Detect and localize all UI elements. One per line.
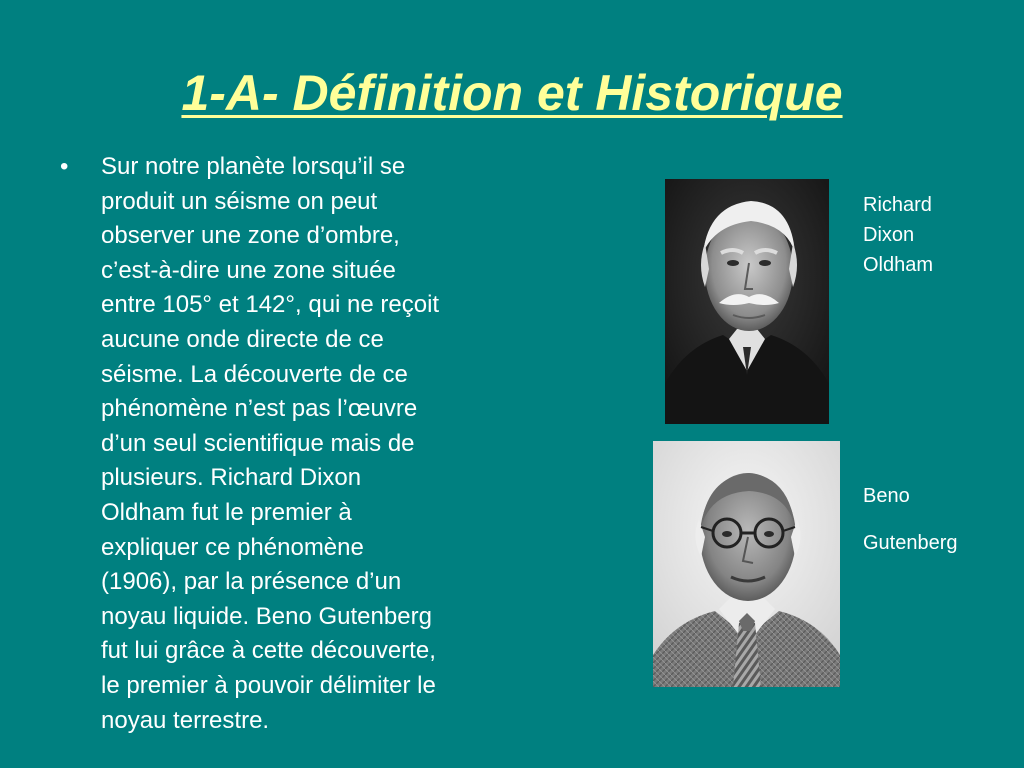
- caption-oldham: Richard Dixon Oldham: [863, 194, 934, 276]
- caption-gutenberg-last: Gutenberg: [863, 532, 958, 554]
- bullet-marker: •: [60, 153, 69, 180]
- slide-title: 1-A- Définition et Historique: [181, 65, 843, 121]
- portrait-gutenberg-photo: [653, 441, 840, 687]
- portrait-oldham-photo: [665, 179, 829, 424]
- caption-gutenberg-first: Beno: [863, 485, 910, 507]
- portrait-oldham: [665, 179, 829, 424]
- portrait-gutenberg: [653, 441, 840, 687]
- bullet-text: Sur notre planète lorsqu’il se produit un séisme on peut observer une zone d’ombre, c’est-à-dire une zone située entre 105° et 142°, qui ne reçoit aucune onde directe de ce séisme. La découverte de ce phénomène n’est pas l’œuvre d’un seul scientifique mais de plusieurs. Richard Dixon Oldham fut le premier à expliquer ce phénomène (1906), par la présence d’un noyau liquide. Beno Gutenberg fut lui grâce à cette découverte, le premier à pouvoir délimiter le noyau terrestre.: [101, 153, 440, 734]
